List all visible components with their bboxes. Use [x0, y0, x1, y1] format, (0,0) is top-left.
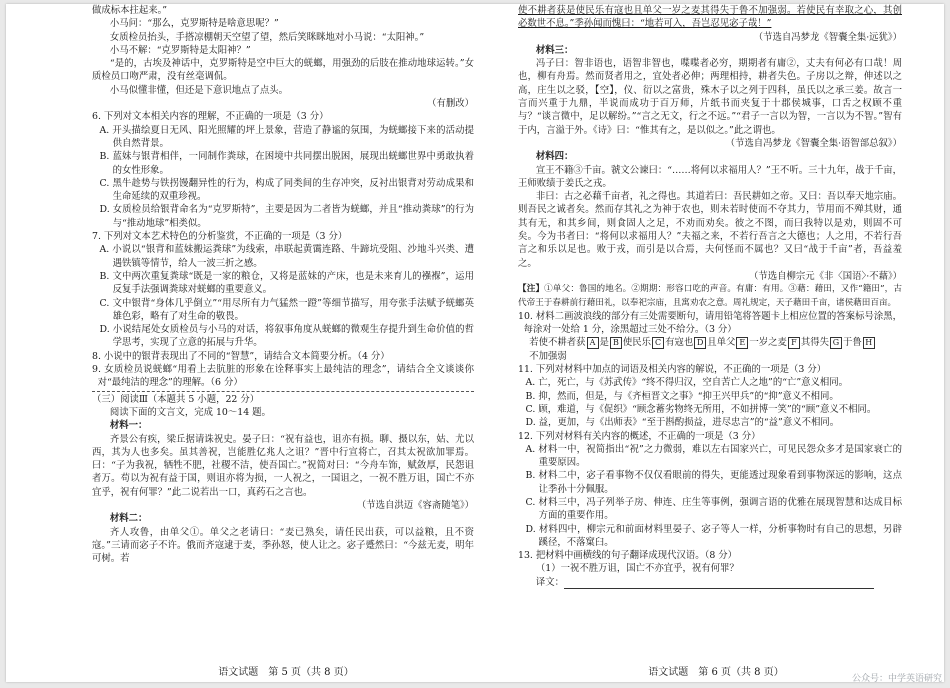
- segment-text: 若使不耕者获: [529, 337, 586, 349]
- exam-sheet: [6, 4, 944, 682]
- question-7-option-b: B. 文中两次重复粪球“既是一家的粮仓，又将是蓝妹的产床，也是未来育儿的襁褓”，运用反复手法强调粪球对蜣螂的重要意义。: [99, 270, 474, 296]
- question-12-stem: 12. 下列对材料有关内容的概述，不正确的一项是（3 分）: [518, 430, 761, 442]
- segment-text: 有寇也: [665, 337, 694, 349]
- material-2-source: （节选自冯梦龙《智囊全集·远犹》）: [753, 31, 902, 43]
- story-paragraph: 小马问：“那么，克罗斯特是啥意思呢？”: [109, 18, 279, 30]
- segment-text: 是: [599, 337, 609, 349]
- question-11-option-d: D. 益，更加，与《出师表》“至于斟酌损益，进尽忠言”的“益”意义不相同。: [525, 417, 840, 429]
- material-4-source: （节选自柳宗元《非〈国语〉·不藉》）: [749, 270, 902, 282]
- answer-box-f[interactable]: F: [788, 337, 800, 349]
- question-8: 8. 小说中的银背表现出了不同的“智慧”，请结合文本简要分析。（4 分）: [92, 350, 390, 362]
- question-12-option-d: D. 材料四中，柳宗元和前面材料里晏子、宓子等人一样，分析事物时有自己的思想，另辟蹊径，不落窠臼。: [525, 523, 902, 548]
- answer-box-e[interactable]: E: [736, 337, 748, 349]
- story-paragraph: “是的，古埃及神话中，克罗斯特是空中巨大的蜣螂，用强劲的后肢在推动地球运转。”女质检员口吻严肃，没有丝毫调侃。: [92, 58, 474, 83]
- annotation-label: 【注】: [518, 284, 545, 295]
- question-12-option-b: B. 材料二中，宓子看事物不仅仅看眼前的得失，更能透过现象看到事物深远的影响，这点让季孙十分佩服。: [525, 470, 902, 495]
- material-1-source: （节选自洪迈《容斋随笔》）: [356, 499, 474, 511]
- story-paragraph: 女质检员抬头，手搭凉棚朝天空望了望，然后笑眯眯地对小马说：“太阳神。”: [109, 31, 425, 43]
- material-2-text: 齐人攻鲁，由单父①。单父之老请曰：“麦已熟矣，请任民出获，可以益粮，且不资寇。”三请而宓子不许。俄而齐寇逮于麦，季孙怒，使人让之。宓子蹙然曰：“今兹无麦，明年可树。若: [92, 526, 474, 565]
- question-11-option-c: C. 顾，难道，与《促织》“顾念蓄劣物终无所用，不如拼博一笑”的“顾”意义不相同。: [525, 403, 877, 415]
- answer-box-g[interactable]: G: [830, 337, 842, 349]
- material-4-text-2: 非曰：古之必藉千亩者，礼之得也。其道若曰：吾民耕如之帝。又曰：吾以奉天地宗庙。则吾民之诚者矣。然而存其礼之为神于农也，则未若时使而不夺其力，节用而不殚其财，通其有无，和其乡间，则食固人之足，不劝而劝矣。彼之不图，而曰我特以是劝，则固不可矣。今为书者曰：“将何以求福用人？”夫福之来，不若行吾言之大德也；人之用，不若行吾言之和乐以足也。败于戎，而引是以合焉，夫何怪而不属也？又曰“战于千亩”者，吾益羞之。: [518, 191, 902, 269]
- answer-box-b[interactable]: B: [610, 337, 622, 349]
- question-11-stem: 11. 下列对材料中加点的词语及相关内容的解说，不正确的一项是（3 分）: [518, 364, 827, 376]
- page-footer-left: 语文试题 第 5 页（共 8 页）: [218, 667, 354, 678]
- material-4-title: 材料四：: [535, 151, 574, 163]
- material-3-text: 冯子曰：智非语也，语智非智也，喋喋者必穷，期期者有庸②，丈夫有何必有口哉！周也，柳有舟焉。然而贤者用之，宜处者必伸；两理相持，耕者失色。子房以之辩，伸述以之高，庄生以之驳，【空】，仪、衍以之富贵，殊木子以之列于四科，虽氏以之承三姜。故言一言而兴重于九鼎，半说而成功于百万师，片纸书而夹复于十郡侯城事，口舌之权顾不重与？“谈言微中，足以解纷。”“言之无文，行之不远。”“君子一言以为智，一言以为不智。”智有于内，言溢于外。《诗》曰：“惟其有之，是以似之。”此之谓也。: [518, 58, 902, 136]
- section-instruction: 阅读下面的文言文，完成 10～14 题。: [109, 406, 271, 418]
- question-7-option-a: A. 小说以“银背和蓝妹搬运粪球”为线索，串联起黄霭连路、牛蹄坑受阻、沙地斗兴类、遭遇铁镇等情节，给人一波三折之感。: [99, 244, 474, 269]
- question-6-option-a: A. 开头描绘夏日无风、阳光照耀的坪上景象，营造了静谧的氛围，为蜣螂接下来的活动提供自然背景。: [99, 124, 474, 149]
- material-1-text: 齐景公有疾，梁丘据请诛祝史。晏子曰：“祝有益也，诅亦有损。聊、摄以东，姑、尤以西，其为人也多矣。虽其善祝，岂能胜亿兆人之诅？”晋中行宣将亡，召其太祝欲加罪焉。曰：“子为我祝，牺牲不肥，社稷不洁，使吾国亡。”祝简对曰：“今舟车饰，赋敛厚，民怨诅者万。苟以为祝有益于国，则诅亦将为损，一人祝之，一国诅之，一祝不胜万诅，国亡不亦宜乎，祝有何罪？”此二说若出一口，真药石之言也。: [92, 433, 474, 498]
- question-13-part-1: （1）一祝不胜万诅，国亡不亦宜乎，祝有何罪？: [535, 563, 739, 575]
- segment-text: 且单父: [707, 337, 736, 349]
- material-3-title: 材料三：: [535, 44, 574, 56]
- material-2-title: 材料二：: [109, 513, 148, 525]
- material-3-source: （节选自冯梦龙《智囊全集·语智部总叙》）: [725, 137, 902, 149]
- edit-note: （有删改）: [427, 98, 474, 110]
- question-7-option-c: C. 文中银背“身体几乎倒立”“用尽所有力气猛然一蹬”等细节描写，用夸张手法赋予蜣螂英雄色彩，略有了对生命的敬畏。: [99, 297, 474, 322]
- question-13-stem: 13. 把材料中画横线的句子翻译成现代汉语。（8 分）: [518, 550, 738, 562]
- answer-line[interactable]: [564, 578, 874, 589]
- right-page: [518, 4, 902, 660]
- story-paragraph: 小马似懂非懂，但还是下意识地点了点头。: [109, 84, 288, 96]
- watermark-text: 公众号：中学英语研究: [851, 674, 942, 684]
- question-7-stem: 7. 下列对文本艺术特色的分析鉴赏，不正确的一项是（3 分）: [92, 231, 348, 243]
- segment-text: 使民乐: [622, 337, 652, 349]
- question-11-option-b: B. 抑，然而，但是，与《齐桓晋文之事》“抑王兴甲兵”的“抑”意义不相同。: [525, 390, 839, 402]
- story-paragraph: 小马不解：“克罗斯特是太阳神？”: [109, 44, 251, 56]
- answer-label: 译文：: [535, 576, 564, 588]
- segment-text: 不加强弱: [529, 350, 567, 362]
- answer-box-h[interactable]: H: [863, 337, 875, 349]
- segment-text: 于鲁: [843, 337, 862, 349]
- section-divider: [92, 391, 474, 392]
- question-6-option-d: D. 女质检员给银背命名为“克罗斯特”，主要是因为二者皆为蜣螂，并且“推动粪球”的行为与“推动地球”相类似。: [99, 204, 474, 229]
- material-4-text-1: 宣王不籍③千亩。虢文公谏曰：“……将何以求福用人？”王不听。三十九年，战于千亩，王师败绩于姜氏之戎。: [518, 164, 902, 189]
- question-6-stem: 6. 下列对文本相关内容的理解，不正确的一项是（3 分）: [92, 111, 329, 123]
- annotation-text: ①单父：鲁国的地名。②期期：形容口吃的声音。有庸：有用。③藉：藉田，又作“籍田”，古代帝王于春耕前行藉田礼，以奉祀宗庙，且寓劝农之意。周礼规定，天子藉田千亩，诸侯藉田百亩。: [518, 284, 902, 308]
- material-1-title: 材料一：: [109, 420, 148, 432]
- answer-box-a[interactable]: A: [587, 337, 599, 349]
- question-7-option-d: D. 小说结尾处女质检员与小马的对话，将叙事角度从蜣螂的微观生存提升到生命价值的哲学思考，实现了立意的拓展与升华。: [99, 324, 474, 349]
- answer-box-c[interactable]: C: [652, 337, 664, 349]
- section-title: （三）阅读Ⅲ（本题共 5 小题，22 分）: [92, 393, 260, 405]
- segment-text: 一岁之麦: [749, 337, 787, 349]
- material-2-continued: 使不耕者获是使民乐有寇也且单父一岁之麦其得失于鲁不加强弱。若使民有幸取之心，其创必数世不息。”季孙闻而愧曰：“地若可入，吾岂忍见宓子哉！”: [518, 5, 902, 30]
- question-11-option-a: A. 亡，死亡，与《苏武传》“终不得归汉，空自苦亡人之地”的“亡”意义相同。: [525, 377, 849, 389]
- question-13-answer: [518, 576, 902, 589]
- question-10-stem: 10. 材料二画波浪线的部分有三处需要断句，请用铅笔将答题卡上相应位置的答案标号涂黑，每涂对一处给 1 分，涂黑超过三处不给分。（3 分）: [518, 310, 902, 336]
- question-10-segments: [518, 336, 902, 363]
- question-9: 9. 女质检员说蜣螂“用看上去肮脏的形象在诠释事实上最纯洁的理念”，请结合全文谈谈你对“最纯洁的理念”的理解。（6 分）: [92, 364, 474, 389]
- page-footer-right: 语文试题 第 6 页（共 8 页）: [648, 667, 784, 678]
- question-6-option-b: B. 蓝妹与银背相伴，一同制作粪球，在困境中共同摆出脱困，展现出蜣螂世界中勇敢执着的女性形象。: [99, 151, 474, 176]
- left-page: [92, 4, 474, 660]
- question-12-option-a: A. 材料一中，祝简指出“祝”之力微弱，难以左右国家兴亡，可见民怨众多才是国家衰亡的重要原因。: [525, 443, 902, 469]
- story-paragraph: 做成标本拄起来。”: [92, 5, 168, 16]
- question-6-option-c: C. 黑牛趁势与铁拐馒翻异性的行为，构成了同类间的生存冲突，反衬出银背对劳动成果和生命延续的双重珍视。: [99, 177, 474, 203]
- question-12-option-c: C. 材料三中，冯子列举子房、伸连、庄生等事例，强调言语的优雅在展现智慧和达成目标方面的重要作用。: [525, 496, 902, 522]
- segment-text: 其得失: [800, 337, 829, 349]
- answer-box-d[interactable]: D: [694, 337, 706, 349]
- annotation-note: [518, 283, 902, 310]
